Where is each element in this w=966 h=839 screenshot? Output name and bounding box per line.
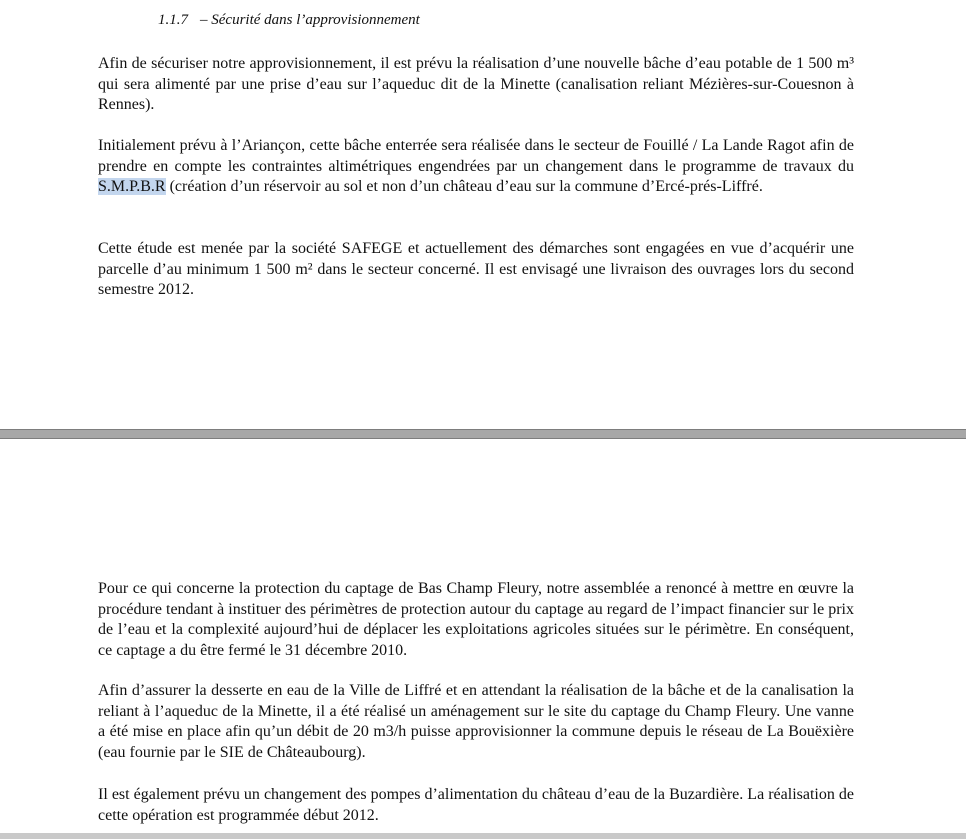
selected-text-highlight[interactable]: S.M.P.B.R: [98, 178, 166, 195]
paragraph-pompes-buzardiere: Il est également prévu un changement des pompes d’alimentation du château d’eau de la Buzardière. La réalisation de cette opération est programmée début 2012.: [98, 786, 854, 824]
paragraph-approvisionnement: Afin de sécuriser notre approvisionnement, il est prévu la réalisation d’une nouvelle bâche d’eau potable de 1 500 m³ qui sera alimenté par une prise d’eau sur l’aqueduc dit de la Minette (canalisation reliant Mézières-sur-Couesnon à Rennes).: [98, 55, 854, 113]
section-number: 1.1.7: [158, 12, 188, 28]
section-title: – Sécurité dans l’approvisionnement: [200, 12, 420, 28]
paragraph-captage-protection: Pour ce qui concerne la protection du captage de Bas Champ Fleury, notre assemblée a renoncé à mettre en œuvre la procédure tendant à instituer des périmètres de protection autour du captage au regard de l’impact financier sur le prix de l’eau et la complexité aujourd’hui de déplacer les exploitations agricoles situées sur le périmètre. En conséquent, ce captage a du être fermé le 31 décembre 2010.: [98, 580, 854, 659]
paragraph-ariancon: [98, 136, 854, 198]
paragraph-text-before: Initialement prévu à l’Ariançon, cette bâche enterrée sera réalisée dans le secteur de Fouillé / La Lande Ragot afin de prendre en compte les contraintes altimétriques engendrées par un changement dans le programme de travaux du: [98, 137, 854, 175]
paragraph-safege: Cette étude est menée par la société SAFEGE et actuellement des démarches sont engagées en vue d’acquérir une parcelle d’au minimum 1 500 m² dans le secteur concerné. Il est envisagé une livraison des ouvrages lors du second semestre 2012.: [98, 240, 854, 298]
separator-top-edge: [0, 429, 966, 430]
paragraph-text-after: (création d’un réservoir au sol et non d’un château d’eau sur la commune d’Ercé-prés-Liffré.: [165, 178, 763, 195]
paragraph-desserte-liffre: Afin d’assurer la desserte en eau de la Ville de Liffré et en attendant la réalisation de la bâche et de la canalisation la reliant à l’aqueduc de la Minette, il a été réalisé un aménagement sur le site du captage du Champ Fleury. Une vanne a été mise en place afin qu’un débit de 20 m3/h puisse approvisionner la commune depuis le réseau de La Bouëxière (eau fournie par le SIE de Châteaubourg).: [98, 682, 854, 761]
section-heading: [158, 12, 420, 29]
page-separator: [0, 429, 966, 439]
document-page-2: [0, 439, 966, 833]
page-bottom-edge: [0, 833, 966, 839]
